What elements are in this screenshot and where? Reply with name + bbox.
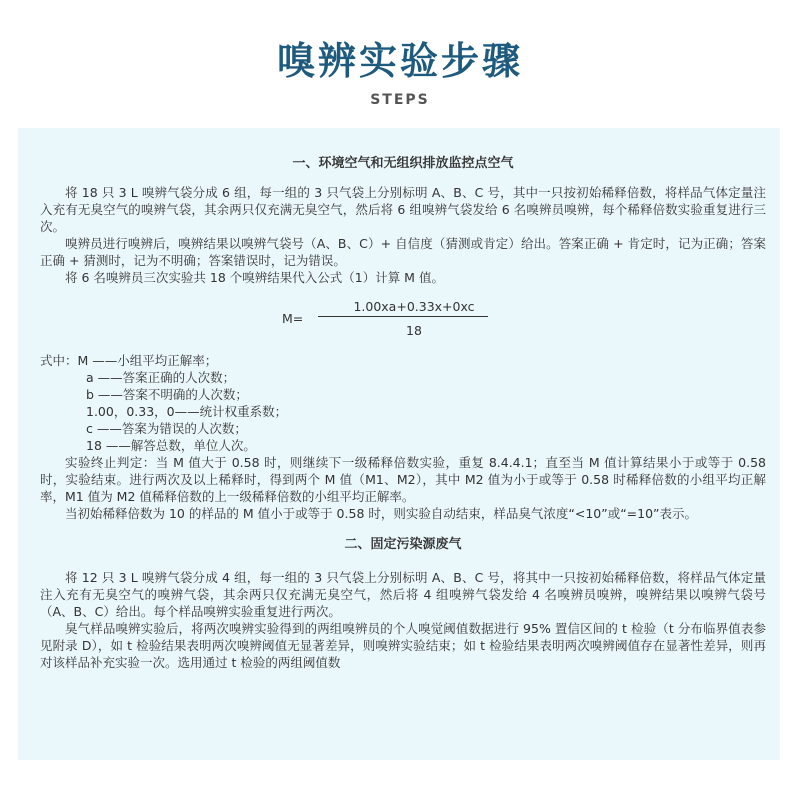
where-item: 1.00，0.33，0——统计权重系数； bbox=[86, 404, 288, 419]
content-body bbox=[40, 128, 766, 671]
formula-lhs: M= bbox=[282, 311, 304, 326]
section2-heading: 二、固定污染源废气 bbox=[344, 537, 462, 552]
section1-paragraph-3: 将 6 名嗅辨员三次实验共 18 个嗅辨结果代入公式（1）计算 M 值。 bbox=[65, 270, 444, 285]
where-intro: 式中：M ——小组平均正解率； bbox=[40, 353, 218, 368]
where-item: c ——答案为错误的人次数； bbox=[86, 421, 247, 436]
section2-paragraph-2: 臭气样品嗅辨实验后，将两次嗅辨实验得到的两组嗅辨员的个人嗅觉阈值数据进行 95% 置信区间的 t 检验（t 分布临界值表参见附录 D），如 t 检验结果表明两次嗅辨阈值无显著差异，则嗅辨实验结束；如 t 检验结果表明两次嗅辨阈值存在显著性差异，则再对该样品补充实验一次。选用通过 t 检验的两组阈值数 bbox=[40, 621, 766, 670]
section1-paragraph-4: 实验终止判定：当 M 值大于 0.58 时，则继续下一级稀释倍数实验，重复 8.4.4.1；直至当 M 值计算结果小于或等于 0.58 时，实验结束。进行两次及以上稀释时，得到两个 M 值（M1、M2），其中 M2 值为小于或等于 0.58 时稀释倍数的小组平均正解率，M1 值为 M2 值稀释倍数的上一级稀释倍数的小组平均正解率。 bbox=[40, 455, 766, 504]
page-subtitle: STEPS bbox=[370, 92, 430, 108]
formula-denominator: 18 bbox=[406, 323, 422, 338]
fraction-bar bbox=[318, 316, 488, 317]
section1-paragraph-1: 将 18 只 3 L 嗅辨气袋分成 6 组，每一组的 3 只气袋上分别标明 A、B、C 号，其中一只按初始稀释倍数，将样品气体定量注入充有无臭空气的嗅辨气袋，其余两只仅充满无臭空气，然后将 6 组嗅辨气袋发给 6 名嗅辨员嗅辨，每个稀释倍数实验重复进行三次。 bbox=[40, 185, 766, 234]
where-item: a ——答案正确的人次数； bbox=[86, 370, 236, 385]
section1-heading: 一、环境空气和无组织排放监控点空气 bbox=[292, 156, 514, 171]
content-panel bbox=[18, 128, 780, 760]
where-item: 18 ——解答总数，单位人次。 bbox=[86, 438, 256, 453]
section1-paragraph-5: 当初始稀释倍数为 10 的样品的 M 值小于或等于 0.58 时，则实验自动结束，样品臭气浓度“<10”或“=10”表示。 bbox=[65, 506, 698, 521]
section2-paragraph-1: 将 12 只 3 L 嗅辨气袋分成 4 组，每一组的 3 只气袋上分别标明 A、B、C 号，将其中一只按初始稀释倍数，将样品气体定量注入充有无臭空气的嗅辨气袋，其余两只仅充满无臭空气，然后将 4 组嗅辨气袋发给 4 名嗅辨员嗅辨，嗅辨结果以嗅辨气袋号（A、B、C）给出。每个样品嗅辨实验重复进行两次。 bbox=[40, 570, 766, 619]
where-item: b ——答案不明确的人次数； bbox=[86, 387, 248, 402]
formula-numerator: 1.00xa+0.33x+0xc bbox=[353, 299, 475, 314]
section1-paragraph-2: 嗅辨员进行嗅辨后，嗅辨结果以嗅辨气袋号（A、B、C）+ 自信度（猜测或肯定）给出。答案正确 + 肯定时，记为正确；答案正确 + 猜测时，记为不明确；答案错误时，记为错误。 bbox=[40, 236, 766, 268]
m-value-formula bbox=[40, 294, 766, 342]
page-title: 嗅辨实验步骤 bbox=[276, 39, 523, 83]
